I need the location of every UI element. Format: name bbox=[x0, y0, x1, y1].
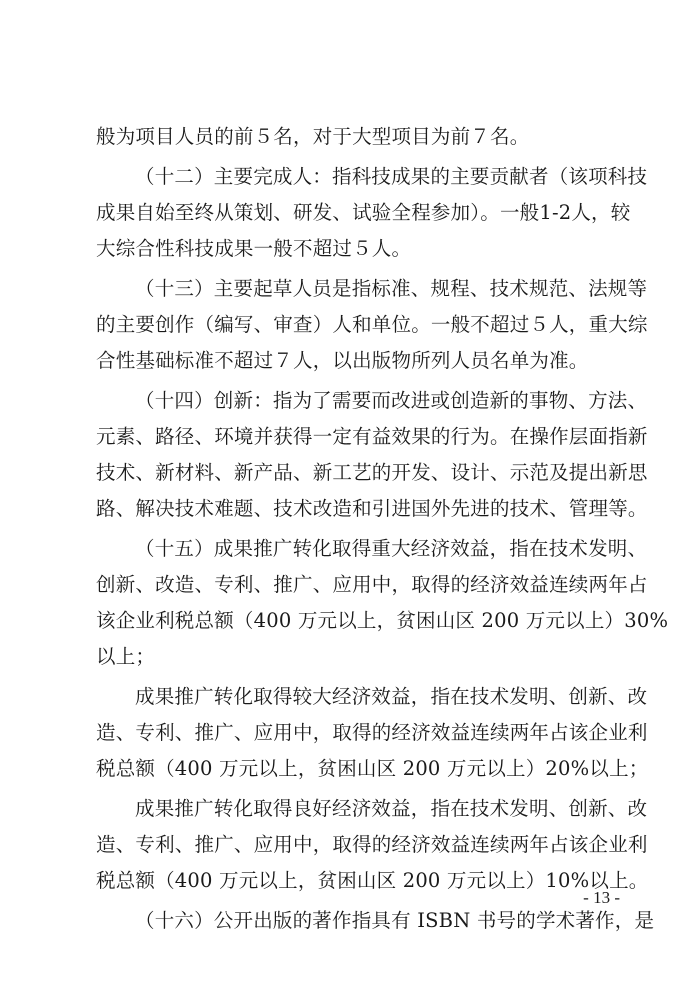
text-line-1: 般为项目人员的前５名，对于大型项目为前７名。 bbox=[96, 125, 530, 148]
text-line-12: （十五）成果推广转化取得重大经济效益，指在技术发明、 bbox=[135, 537, 648, 560]
page-number: - 13 - bbox=[583, 888, 620, 907]
text-line-11: 路、解决技术难题、技术改造和引进国外先进的技术、管理等。 bbox=[96, 497, 648, 520]
text-line-19: 成果推广转化取得良好经济效益，指在技术发明、创新、改 bbox=[135, 797, 648, 820]
text-line-6: 的主要创作（编写、审查）人和单位。一般不超过５人，重大综 bbox=[96, 313, 648, 336]
text-line-18: 税总额（400 万元以上，贫困山区 200 万元以上）20%以上； bbox=[96, 757, 649, 780]
text-line-13: 创新、改造、专利、推广、应用中，取得的经济效益连续两年占 bbox=[96, 573, 648, 596]
text-line-4: 大综合性科技成果一般不超过５人。 bbox=[96, 237, 412, 260]
text-line-14: 该企业利税总额（400 万元以上，贫困山区 200 万元以上）30% bbox=[96, 609, 669, 632]
text-line-10: 技术、新材料、新产品、新工艺的开发、设计、示范及提出新思 bbox=[96, 461, 648, 484]
text-line-17: 造、专利、推广、应用中，取得的经济效益连续两年占该企业利 bbox=[96, 721, 648, 744]
text-line-20: 造、专利、推广、应用中，取得的经济效益连续两年占该企业利 bbox=[96, 833, 648, 856]
text-line-16: 成果推广转化取得较大经济效益，指在技术发明、创新、改 bbox=[135, 685, 648, 708]
text-line-21: 税总额（400 万元以上，贫困山区 200 万元以上）10%以上。 bbox=[96, 869, 649, 892]
text-line-7: 合性基础标准不超过７人，以出版物所列人员名单为准。 bbox=[96, 349, 589, 372]
text-line-2: （十二）主要完成人：指科技成果的主要贡献者（该项科技 bbox=[135, 165, 648, 188]
text-line-3: 成果自始至终从策划、研发、试验全程参加）。一般1-2人，较 bbox=[96, 201, 631, 224]
text-line-8: （十四）创新：指为了需要而改进或创造新的事物、方法、 bbox=[135, 389, 648, 412]
text-line-15: 以上； bbox=[96, 645, 156, 668]
text-line-22: （十六）公开出版的著作指具有 ISBN 书号的学术著作，是 bbox=[135, 909, 655, 932]
text-line-5: （十三）主要起草人员是指标准、规程、技术规范、法规等 bbox=[135, 277, 648, 300]
text-line-9: 元素、路径、环境并获得一定有益效果的行为。在操作层面指新 bbox=[96, 425, 648, 448]
